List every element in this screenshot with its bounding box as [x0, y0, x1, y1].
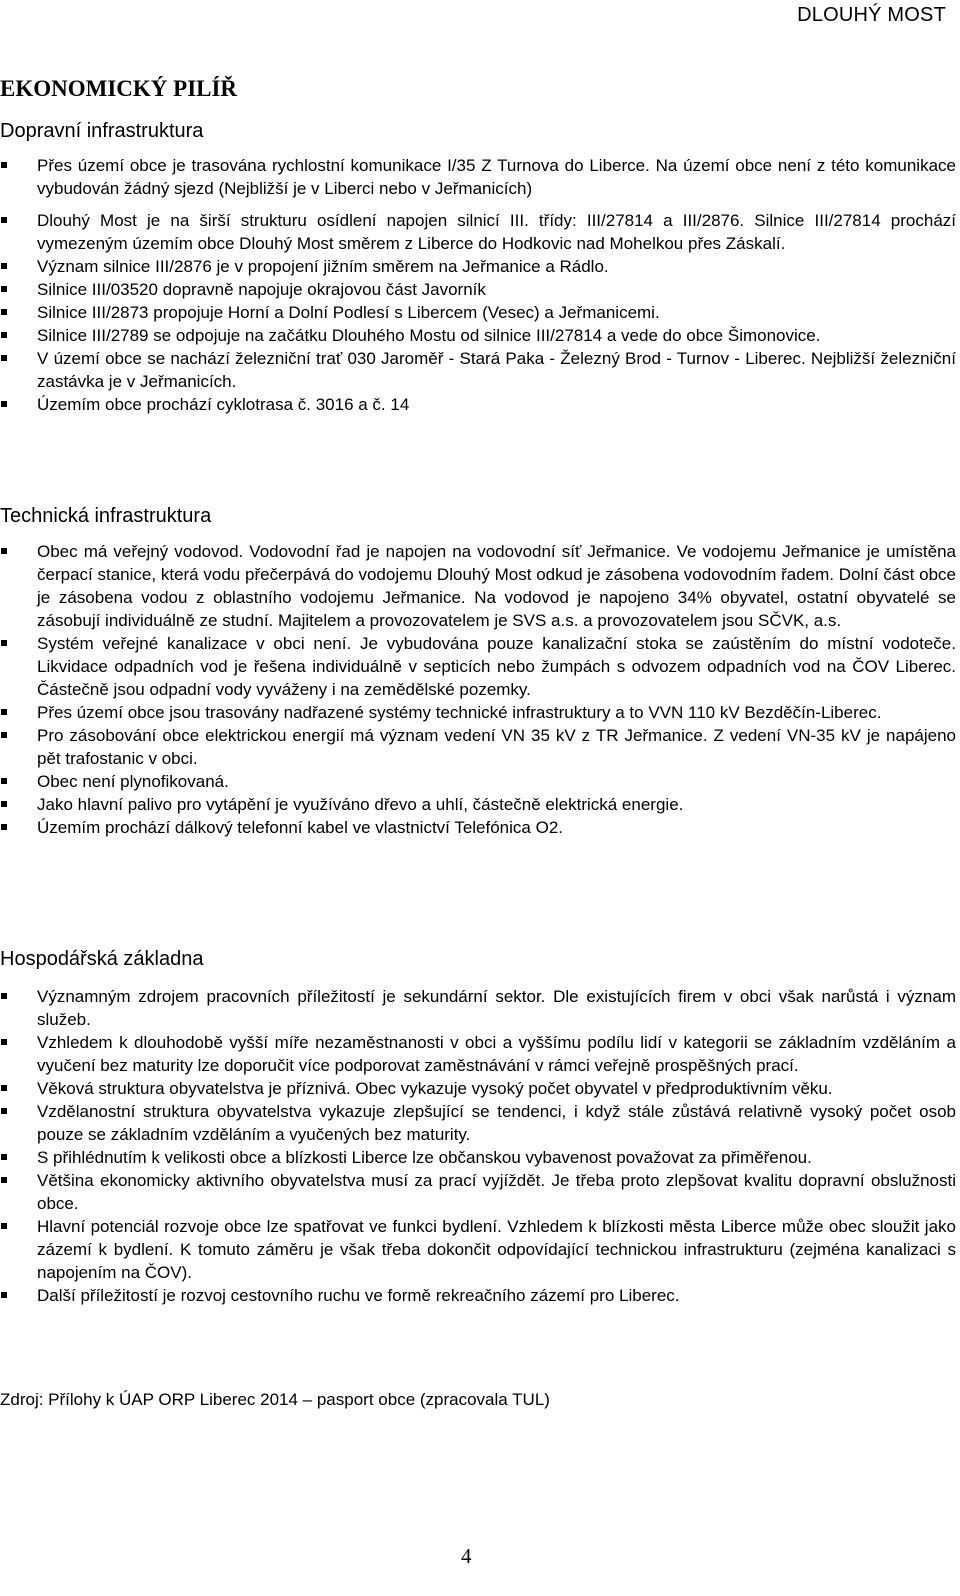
list-item: Silnice III/03520 dopravně napojuje okrajovou část Javorník — [0, 278, 956, 301]
section-heading-technicka: Technická infrastruktura — [0, 505, 212, 527]
list-item: S přihlédnutím k velikosti obce a blízkosti Liberce lze občanskou vybavenost považovat za přiměřenou. — [0, 1146, 956, 1169]
list-item: Většina ekonomicky aktivního obyvatelstva musí za prací vyjíždět. Je třeba proto zlepšovat kvalitu dopravní obslužnosti obce. — [0, 1169, 956, 1215]
list-item: Územím obce prochází cyklotrasa č. 3016 a č. 14 — [0, 393, 956, 416]
page-number: 4 — [461, 1544, 472, 1568]
list-item: Silnice III/2789 se odpojuje na začátku Dlouhého Mostu od silnice III/27814 a vede do obce Šimonovice. — [0, 324, 956, 347]
list-item: Územím prochází dálkový telefonní kabel ve vlastnictví Telefónica O2. — [0, 816, 956, 839]
list-item: Věková struktura obyvatelstva je příznivá. Obec vykazuje vysoký počet obyvatel v předproduktivním věku. — [0, 1077, 956, 1100]
list-item: Vzdělanostní struktura obyvatelstva vykazuje zlepšující se tendenci, i když stále zůstává relativně vysoký počet osob pouze se základním vzděláním a vyučených bez maturity. — [0, 1100, 956, 1146]
list-item: Významným zdrojem pracovních příležitostí je sekundární sektor. Dle existujících firem v obci však narůstá i význam služeb. — [0, 985, 956, 1031]
main-title: EKONOMICKÝ PILÍŘ — [0, 76, 238, 101]
source-note: Zdroj: Přílohy k ÚAP ORP Liberec 2014 – pasport obce (zpracovala TUL) — [0, 1390, 550, 1409]
list-item: Hlavní potenciál rozvoje obce lze spatřovat ve funkci bydlení. Vzhledem k blízkosti města Liberce může obec sloužit jako zázemí k bydlení. K tomuto záměru je však třeba dokončit odpovídající technickou infrastrukturu (zejména kanalizaci s napojením na ČOV). — [0, 1215, 956, 1284]
running-header: DLOUHÝ MOST — [797, 4, 946, 26]
list-hospodarska — [0, 985, 956, 1307]
list-item: Jako hlavní palivo pro vytápění je využíváno dřevo a uhlí, částečně elektrická energie. — [0, 793, 956, 816]
list-item: Přes území obce jsou trasovány nadřazené systémy technické infrastruktury a to VVN 110 kV Bezděčín-Liberec. — [0, 701, 956, 724]
list-item: Vzhledem k dlouhodobě vyšší míře nezaměstnanosti v obci a vyššímu podílu lidí v kategorii se základním vzděláním a vyučení bez maturity lze doporučit více podporovat zaměstnávání v rámci veřejně prospěšných prací. — [0, 1031, 956, 1077]
section-heading-dopravni: Dopravní infrastruktura — [0, 120, 204, 142]
list-item: V území obce se nachází železniční trať 030 Jaroměř - Stará Paka - Železný Brod - Turnov - Liberec. Nejbližší železniční zastávka je v Jeřmanicích. — [0, 347, 956, 393]
list-dopravni — [0, 154, 956, 416]
list-item: Obec není plynofikovaná. — [0, 770, 956, 793]
list-item: Silnice III/2873 propojuje Horní a Dolní Podlesí s Libercem (Vesec) a Jeřmanicemi. — [0, 301, 956, 324]
section-heading-hospodarska: Hospodářská základna — [0, 948, 204, 970]
list-item: Systém veřejné kanalizace v obci není. Je vybudována pouze kanalizační stoka se zaústěním do místní vodoteče. Likvidace odpadních vod je řešena individuálně v septicích nebo žumpách s odvozem odpadních vod na ČOV Liberec. Částečně jsou odpadní vody vyváženy i na zemědělské pozemky. — [0, 632, 956, 701]
list-technicka — [0, 540, 956, 839]
list-item: Přes území obce je trasována rychlostní komunikace I/35 Z Turnova do Liberce. Na území obce není z této komunikace vybudován žádný sjezd (Nejbližší je v Liberci nebo v Jeřmanicích) — [0, 154, 956, 200]
list-item: Pro zásobování obce elektrickou energií má význam vedení VN 35 kV z TR Jeřmanice. Z vedení VN-35 kV je napájeno pět trafostanic v obci. — [0, 724, 956, 770]
list-item: Význam silnice III/2876 je v propojení jižním směrem na Jeřmanice a Rádlo. — [0, 255, 956, 278]
list-item: Dlouhý Most je na širší strukturu osídlení napojen silnicí III. třídy: III/27814 a III/2876. Silnice III/27814 prochází vymezeným územím obce Dlouhý Most směrem z Liberce do Hodkovic nad Mohelkou přes Záskalí. — [0, 209, 956, 255]
list-item: Obec má veřejný vodovod. Vodovodní řad je napojen na vodovodní síť Jeřmanice. Ve vodojemu Jeřmanice je umístěna čerpací stanice, která vodu přečerpává do vodojemu Dlouhý Most odkud je zásobena vodovodním řadem. Dolní část obce je zásobena vodou z oblastního vodojemu Jeřmanice. Na vodovod je napojeno 34% obyvatel, ostatní obyvatelé se zásobují individuálně ze studní. Majitelem a provozovatelem je SVS a.s. a provozovatelem jsou SČVK, a.s. — [0, 540, 956, 632]
list-item: Další příležitostí je rozvoj cestovního ruchu ve formě rekreačního zázemí pro Liberec. — [0, 1284, 956, 1307]
